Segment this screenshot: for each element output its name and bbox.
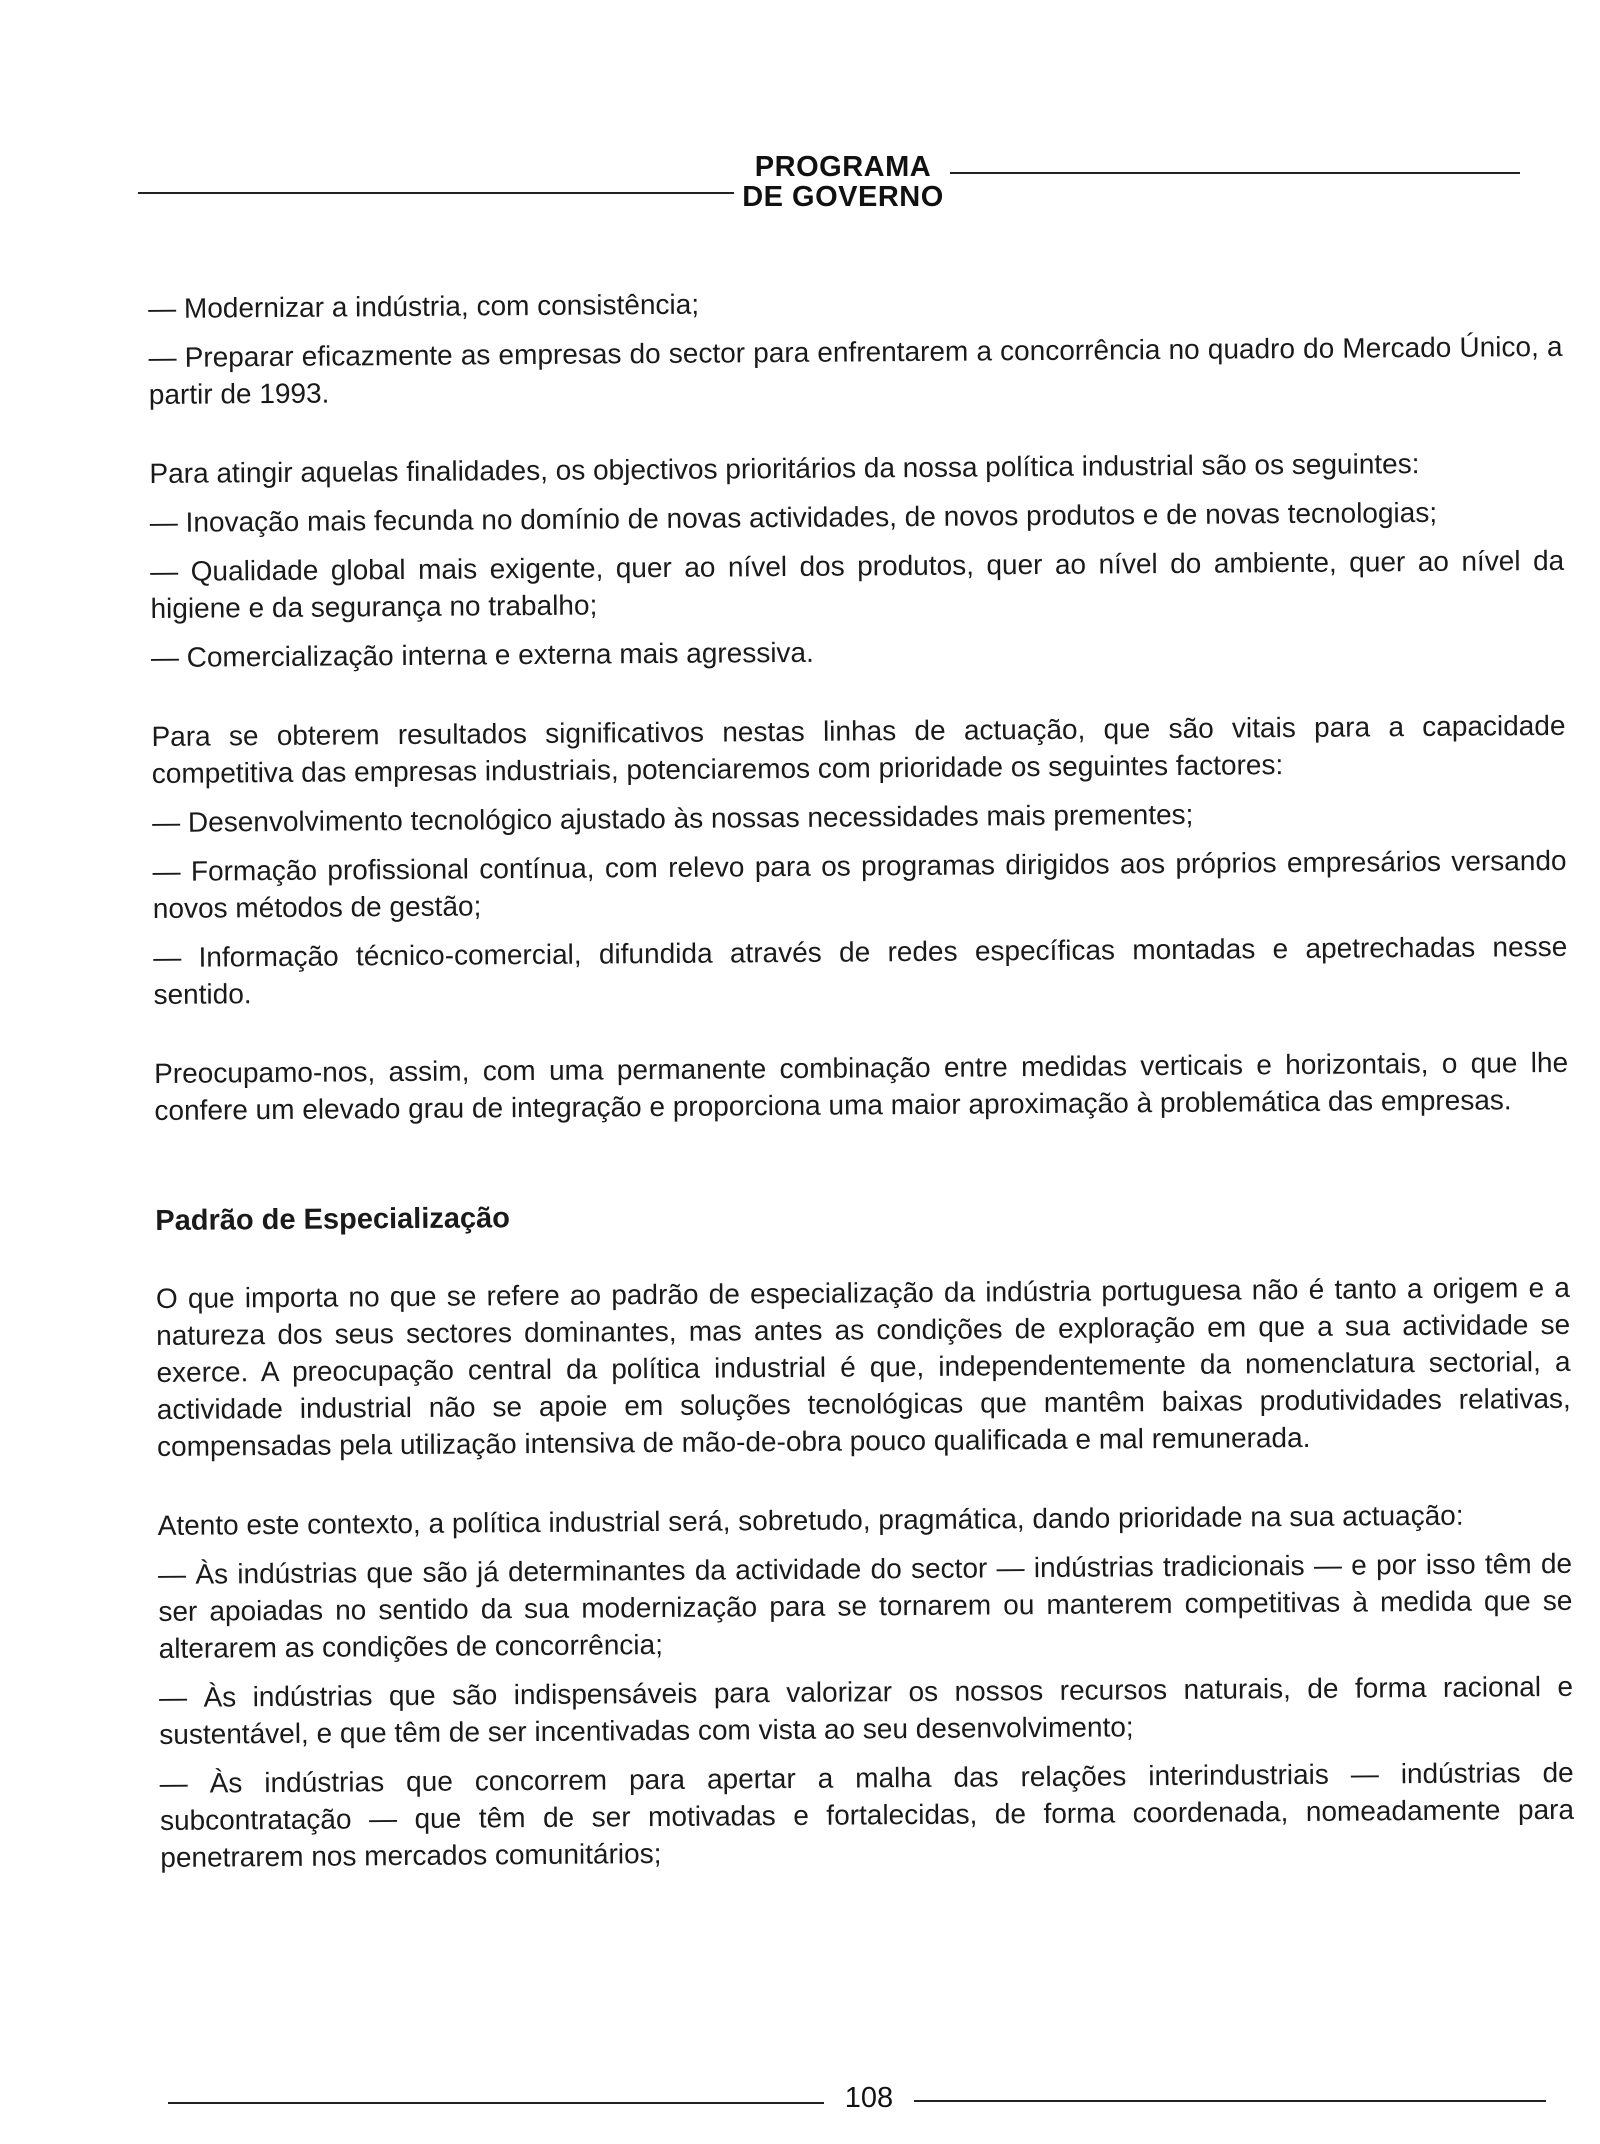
conclusion-paragraph: Preocupamo-nos, assim, com uma permanente combinação entre medidas verticais e horizontais, o que lhe confere um elevado grau de integração e proporciona uma maior aproximação à problemática das empresas. [154,1046,1569,1126]
section-item-1: — Às indústrias que são já determinantes da actividade do sector — indústrias tradicionais — e por isso têm de ser apoiadas no sentido da sua modernização para se tornarem ou manterem competitivas à medida que se alterarem as condições de concorrência; [157,1547,1573,1664]
footer-rule-right [914,2100,1546,2102]
section-paragraph-2: Atento este contexto, a política industrial será, sobretudo, pragmática, dando prioridade na sua actuação: [157,1499,1464,1541]
objective-item-2: — Qualidade global mais exigente, quer ao nível dos produtos, quer ao nível do ambiente, quer ao nível da higiene e da segurança no trabalho; [150,544,1565,624]
page-number: 108 [844,2082,894,2114]
footer-rule-left [168,2102,824,2104]
objectives-intro: Para atingir aquelas finalidades, os objectivos prioritários da nossa política industrial são os seguintes: [149,448,1420,489]
header-title-line-2: DE GOVERNO [742,181,944,213]
factor-item-3: — Informação técnico-comercial, difundida através de redes específicas montadas e apetrechadas nesse sentido. [153,930,1568,1010]
section-item-2: — Às indústrias que são indispensáveis para valorizar os nossos recursos naturais, de forma racional e sustentável, e que têm de ser incentivadas com vista ao seu desenvolvimento; [158,1670,1574,1750]
header-rule-right [950,172,1520,174]
intro-item-1: — Modernizar a indústria, com consistência; [148,288,700,324]
factor-item-1: — Desenvolvimento tecnológico ajustado às nossas necessidades mais prementes; [152,798,1194,838]
objective-item-3: — Comercialização interna e externa mais agressiva. [150,636,814,673]
document-body [148,279,1575,1888]
section-paragraph-1: O que importa no que se refere ao padrão de especialização da indústria portuguesa não é tanto a origem e a natureza dos seus sectores dominantes, mas antes as condições de exploração em que a sua actividade se exerce. A preocupação central da política industrial é que, independentemente da nomenclatura sectorial, a actividade industrial não se apoie em soluções tecnológicas que mantêm baixas produtividades relativas, compensadas pela utilização intensiva de mão-de-obra pouco qualificada e mal remunerada. [155,1271,1571,1462]
factor-item-2: — Formação profissional contínua, com relevo para os programas dirigidos aos próprios empresários versando novos métodos de gestão; [152,844,1567,924]
intro-item-2: — Preparar eficazmente as empresas do sector para enfrentarem a concorrência no quadro do Mercado Único, a partir de 1993. [148,330,1563,410]
spacer [155,1130,1569,1203]
page-footer [168,2080,1546,2120]
header-rule-left [138,192,734,194]
objective-item-1: — Inovação mais fecunda no domínio de novas actividades, de novos produtos e de novas tecnologias; [149,496,1438,538]
header-title [736,152,950,212]
header-title-line-1: PROGRAMA [754,151,932,183]
section-item-3: — Às indústrias que concorrem para apertar a malha das relações interindustriais — indústrias de subcontratação — que têm de ser motivadas e fortalecidas, de forma coordenada, nomeadamente para penetrarem nos mercados comunitários; [159,1756,1575,1873]
factors-intro: Para se obterem resultados significativos nestas linhas de actuação, que são vitais para a capacidade competitiva das empresas industriais, potenciaremos com prioridade os seguintes factores: [151,709,1566,789]
section-heading: Padrão de Especialização [155,1202,511,1237]
page-header [138,152,1520,216]
